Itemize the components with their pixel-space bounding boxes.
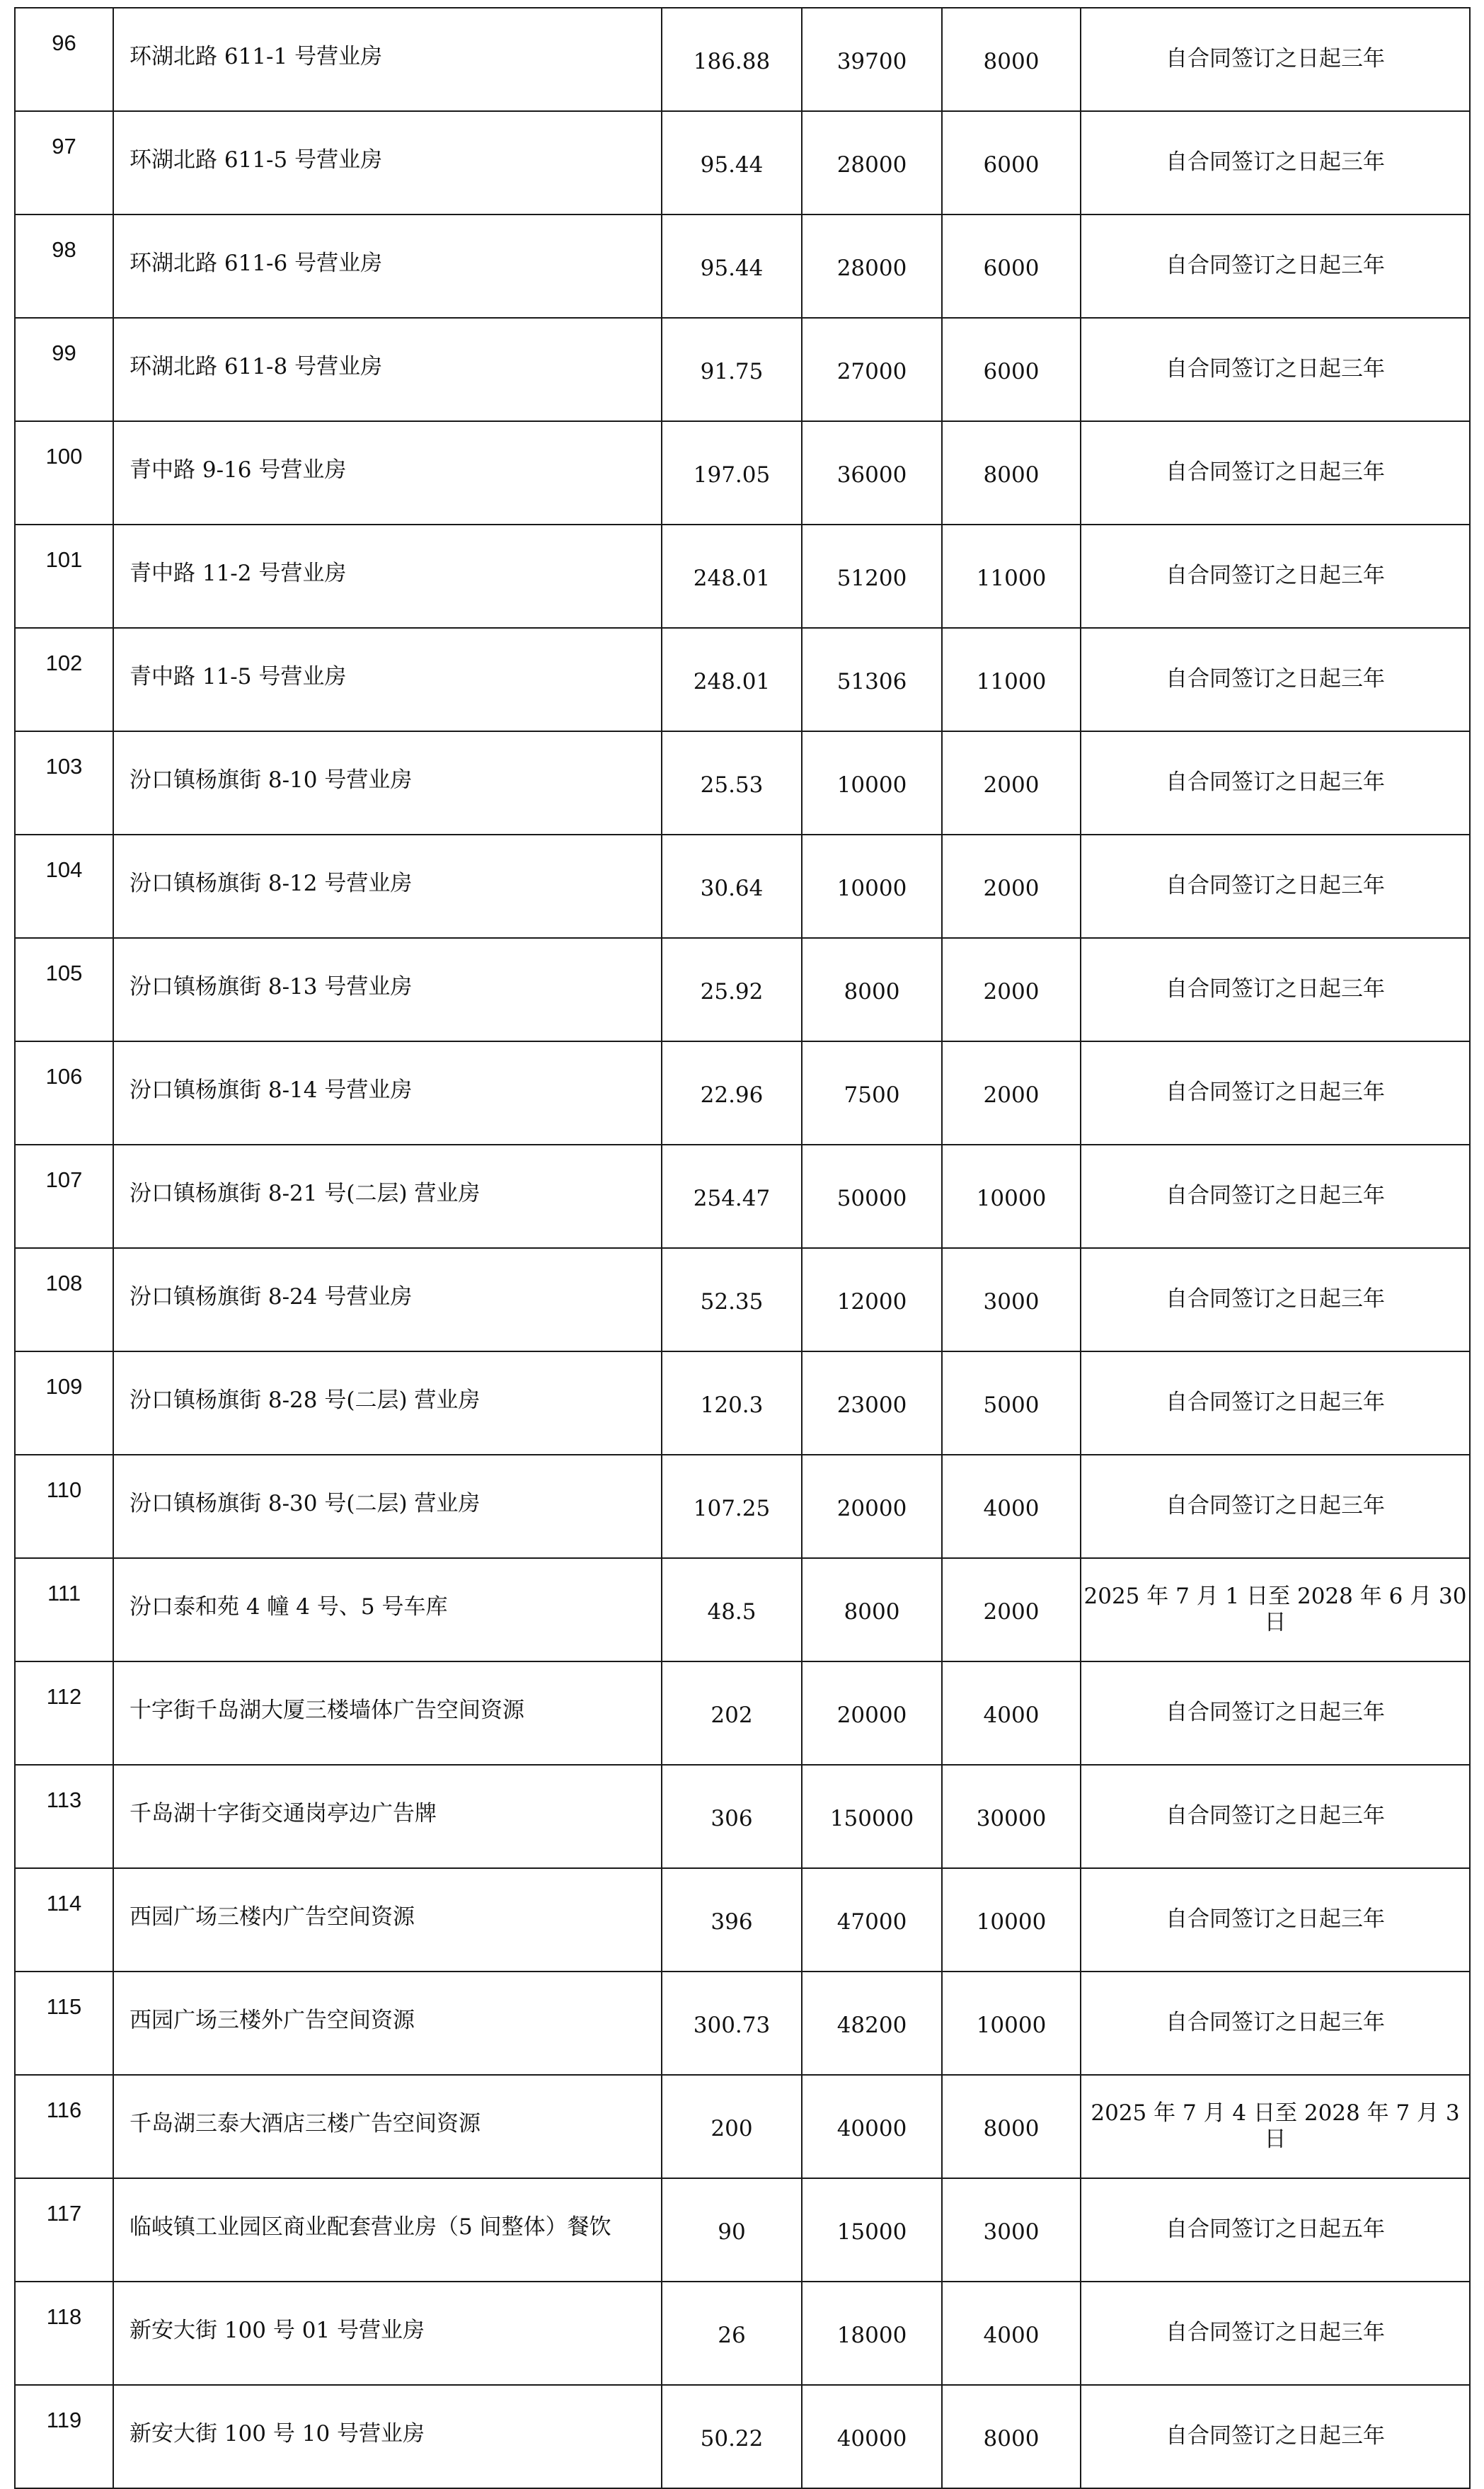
area-cell: 95.44 xyxy=(662,214,802,318)
area-cell: 248.01 xyxy=(662,525,802,628)
area-cell: 50.22 xyxy=(662,2385,802,2488)
area-cell: 396 xyxy=(662,1868,802,1972)
reserve-price-cell: 8000 xyxy=(802,938,942,1041)
deposit-cell: 8000 xyxy=(942,2385,1081,2488)
row-number-cell: 106 xyxy=(15,1041,113,1145)
deposit-cell: 4000 xyxy=(942,2282,1081,2385)
lease-term-cell: 自合同签订之日起三年 xyxy=(1081,938,1470,1041)
row-number-cell: 117 xyxy=(15,2178,113,2282)
lease-term-cell: 自合同签订之日起三年 xyxy=(1081,111,1470,214)
area-cell: 22.96 xyxy=(662,1041,802,1145)
lease-term-cell: 自合同签订之日起三年 xyxy=(1081,1455,1470,1558)
area-cell: 300.73 xyxy=(662,1972,802,2075)
lease-term-cell: 自合同签订之日起三年 xyxy=(1081,1765,1470,1868)
table-row xyxy=(15,1868,1470,1972)
table-row xyxy=(15,421,1470,525)
area-cell: 90 xyxy=(662,2178,802,2282)
row-number-cell: 114 xyxy=(15,1868,113,1972)
table-row xyxy=(15,1558,1470,1661)
property-name-cell: 汾口镇杨旗街 8-10 号营业房 xyxy=(113,731,662,835)
table-row xyxy=(15,2282,1470,2385)
table-row xyxy=(15,938,1470,1041)
lease-term-cell: 自合同签订之日起三年 xyxy=(1081,1661,1470,1765)
reserve-price-cell: 8000 xyxy=(802,1558,942,1661)
table-row xyxy=(15,1765,1470,1868)
lease-term-cell: 自合同签订之日起三年 xyxy=(1081,318,1470,421)
lease-term-cell: 自合同签订之日起五年 xyxy=(1081,2178,1470,2282)
property-name-cell: 青中路 11-5 号营业房 xyxy=(113,628,662,731)
area-cell: 107.25 xyxy=(662,1455,802,1558)
reserve-price-cell: 50000 xyxy=(802,1145,942,1248)
reserve-price-cell: 150000 xyxy=(802,1765,942,1868)
lease-term-cell: 自合同签订之日起三年 xyxy=(1081,8,1470,111)
area-cell: 48.5 xyxy=(662,1558,802,1661)
deposit-cell: 11000 xyxy=(942,628,1081,731)
property-name-cell: 汾口镇杨旗街 8-21 号(二层) 营业房 xyxy=(113,1145,662,1248)
area-cell: 25.53 xyxy=(662,731,802,835)
row-number-cell: 113 xyxy=(15,1765,113,1868)
reserve-price-cell: 47000 xyxy=(802,1868,942,1972)
reserve-price-cell: 40000 xyxy=(802,2075,942,2178)
row-number-cell: 100 xyxy=(15,421,113,525)
deposit-cell: 4000 xyxy=(942,1661,1081,1765)
reserve-price-cell: 18000 xyxy=(802,2282,942,2385)
deposit-cell: 2000 xyxy=(942,731,1081,835)
row-number-cell: 116 xyxy=(15,2075,113,2178)
table-row xyxy=(15,2075,1470,2178)
property-name-cell: 西园广场三楼内广告空间资源 xyxy=(113,1868,662,1972)
property-name-cell: 青中路 9-16 号营业房 xyxy=(113,421,662,525)
reserve-price-cell: 12000 xyxy=(802,1248,942,1351)
table-row xyxy=(15,1041,1470,1145)
property-name-cell: 环湖北路 611-8 号营业房 xyxy=(113,318,662,421)
row-number-cell: 102 xyxy=(15,628,113,731)
lease-term-cell: 自合同签订之日起三年 xyxy=(1081,731,1470,835)
lease-term-cell: 自合同签订之日起三年 xyxy=(1081,628,1470,731)
table-row xyxy=(15,2178,1470,2282)
lease-term-cell: 自合同签订之日起三年 xyxy=(1081,1351,1470,1455)
area-cell: 197.05 xyxy=(662,421,802,525)
lease-term-cell: 自合同签订之日起三年 xyxy=(1081,1145,1470,1248)
area-cell: 120.3 xyxy=(662,1351,802,1455)
area-cell: 25.92 xyxy=(662,938,802,1041)
property-name-cell: 十字街千岛湖大厦三楼墙体广告空间资源 xyxy=(113,1661,662,1765)
table-row xyxy=(15,835,1470,938)
table-row xyxy=(15,1351,1470,1455)
reserve-price-cell: 10000 xyxy=(802,835,942,938)
reserve-price-cell: 23000 xyxy=(802,1351,942,1455)
area-cell: 248.01 xyxy=(662,628,802,731)
property-name-cell: 汾口镇杨旗街 8-28 号(二层) 营业房 xyxy=(113,1351,662,1455)
deposit-cell: 10000 xyxy=(942,1868,1081,1972)
deposit-cell: 4000 xyxy=(942,1455,1081,1558)
property-name-cell: 千岛湖三泰大酒店三楼广告空间资源 xyxy=(113,2075,662,2178)
reserve-price-cell: 20000 xyxy=(802,1661,942,1765)
reserve-price-cell: 7500 xyxy=(802,1041,942,1145)
deposit-cell: 3000 xyxy=(942,1248,1081,1351)
row-number-cell: 118 xyxy=(15,2282,113,2385)
lease-term-cell: 自合同签订之日起三年 xyxy=(1081,421,1470,525)
lease-term-cell: 自合同签订之日起三年 xyxy=(1081,835,1470,938)
property-name-cell: 西园广场三楼外广告空间资源 xyxy=(113,1972,662,2075)
property-name-cell: 千岛湖十字街交通岗亭边广告牌 xyxy=(113,1765,662,1868)
row-number-cell: 115 xyxy=(15,1972,113,2075)
table-row xyxy=(15,2385,1470,2488)
deposit-cell: 2000 xyxy=(942,1041,1081,1145)
table-row xyxy=(15,1661,1470,1765)
area-cell: 30.64 xyxy=(662,835,802,938)
lease-term-cell: 2025 年 7 月 4 日至 2028 年 7 月 3 日 xyxy=(1081,2075,1470,2178)
reserve-price-cell: 39700 xyxy=(802,8,942,111)
lease-term-cell: 自合同签订之日起三年 xyxy=(1081,214,1470,318)
table-body xyxy=(15,8,1470,2488)
area-cell: 306 xyxy=(662,1765,802,1868)
row-number-cell: 108 xyxy=(15,1248,113,1351)
property-name-cell: 汾口镇杨旗街 8-12 号营业房 xyxy=(113,835,662,938)
property-name-cell: 临岐镇工业园区商业配套营业房（5 间整体）餐饮 xyxy=(113,2178,662,2282)
reserve-price-cell: 36000 xyxy=(802,421,942,525)
reserve-price-cell: 51200 xyxy=(802,525,942,628)
deposit-cell: 8000 xyxy=(942,421,1081,525)
table-row xyxy=(15,731,1470,835)
reserve-price-cell: 40000 xyxy=(802,2385,942,2488)
deposit-cell: 2000 xyxy=(942,938,1081,1041)
property-name-cell: 环湖北路 611-1 号营业房 xyxy=(113,8,662,111)
row-number-cell: 119 xyxy=(15,2385,113,2488)
reserve-price-cell: 48200 xyxy=(802,1972,942,2075)
table-row xyxy=(15,318,1470,421)
property-name-cell: 汾口镇杨旗街 8-14 号营业房 xyxy=(113,1041,662,1145)
lease-term-cell: 自合同签订之日起三年 xyxy=(1081,2385,1470,2488)
deposit-cell: 10000 xyxy=(942,1145,1081,1248)
table-row xyxy=(15,1248,1470,1351)
property-name-cell: 环湖北路 611-5 号营业房 xyxy=(113,111,662,214)
lease-term-cell: 自合同签订之日起三年 xyxy=(1081,525,1470,628)
table-row xyxy=(15,214,1470,318)
reserve-price-cell: 28000 xyxy=(802,111,942,214)
area-cell: 254.47 xyxy=(662,1145,802,1248)
lease-term-cell: 2025 年 7 月 1 日至 2028 年 6 月 30 日 xyxy=(1081,1558,1470,1661)
row-number-cell: 96 xyxy=(15,8,113,111)
row-number-cell: 99 xyxy=(15,318,113,421)
deposit-cell: 10000 xyxy=(942,1972,1081,2075)
area-cell: 186.88 xyxy=(662,8,802,111)
lease-term-cell: 自合同签订之日起三年 xyxy=(1081,1041,1470,1145)
lease-term-cell: 自合同签订之日起三年 xyxy=(1081,2282,1470,2385)
property-name-cell: 环湖北路 611-6 号营业房 xyxy=(113,214,662,318)
deposit-cell: 8000 xyxy=(942,2075,1081,2178)
reserve-price-cell: 10000 xyxy=(802,731,942,835)
row-number-cell: 101 xyxy=(15,525,113,628)
deposit-cell: 8000 xyxy=(942,8,1081,111)
deposit-cell: 11000 xyxy=(942,525,1081,628)
property-name-cell: 新安大街 100 号 10 号营业房 xyxy=(113,2385,662,2488)
area-cell: 202 xyxy=(662,1661,802,1765)
row-number-cell: 98 xyxy=(15,214,113,318)
lease-term-cell: 自合同签订之日起三年 xyxy=(1081,1972,1470,2075)
row-number-cell: 111 xyxy=(15,1558,113,1661)
row-number-cell: 112 xyxy=(15,1661,113,1765)
deposit-cell: 6000 xyxy=(942,214,1081,318)
row-number-cell: 97 xyxy=(15,111,113,214)
row-number-cell: 107 xyxy=(15,1145,113,1248)
reserve-price-cell: 20000 xyxy=(802,1455,942,1558)
reserve-price-cell: 15000 xyxy=(802,2178,942,2282)
deposit-cell: 2000 xyxy=(942,835,1081,938)
property-name-cell: 汾口镇杨旗街 8-24 号营业房 xyxy=(113,1248,662,1351)
property-name-cell: 汾口泰和苑 4 幢 4 号、5 号车库 xyxy=(113,1558,662,1661)
property-name-cell: 汾口镇杨旗街 8-30 号(二层) 营业房 xyxy=(113,1455,662,1558)
table-row xyxy=(15,525,1470,628)
table-row xyxy=(15,1455,1470,1558)
deposit-cell: 30000 xyxy=(942,1765,1081,1868)
property-name-cell: 新安大街 100 号 01 号营业房 xyxy=(113,2282,662,2385)
row-number-cell: 109 xyxy=(15,1351,113,1455)
table-row xyxy=(15,628,1470,731)
area-cell: 52.35 xyxy=(662,1248,802,1351)
deposit-cell: 2000 xyxy=(942,1558,1081,1661)
table-row xyxy=(15,1145,1470,1248)
deposit-cell: 3000 xyxy=(942,2178,1081,2282)
deposit-cell: 6000 xyxy=(942,111,1081,214)
table-row xyxy=(15,1972,1470,2075)
row-number-cell: 104 xyxy=(15,835,113,938)
lease-table xyxy=(14,7,1471,2489)
deposit-cell: 5000 xyxy=(942,1351,1081,1455)
area-cell: 200 xyxy=(662,2075,802,2178)
row-number-cell: 103 xyxy=(15,731,113,835)
lease-term-cell: 自合同签订之日起三年 xyxy=(1081,1868,1470,1972)
row-number-cell: 110 xyxy=(15,1455,113,1558)
area-cell: 91.75 xyxy=(662,318,802,421)
property-name-cell: 汾口镇杨旗街 8-13 号营业房 xyxy=(113,938,662,1041)
row-number-cell: 105 xyxy=(15,938,113,1041)
reserve-price-cell: 28000 xyxy=(802,214,942,318)
property-name-cell: 青中路 11-2 号营业房 xyxy=(113,525,662,628)
table-row xyxy=(15,111,1470,214)
area-cell: 95.44 xyxy=(662,111,802,214)
area-cell: 26 xyxy=(662,2282,802,2385)
reserve-price-cell: 51306 xyxy=(802,628,942,731)
table-row xyxy=(15,8,1470,111)
lease-term-cell: 自合同签订之日起三年 xyxy=(1081,1248,1470,1351)
deposit-cell: 6000 xyxy=(942,318,1081,421)
reserve-price-cell: 27000 xyxy=(802,318,942,421)
